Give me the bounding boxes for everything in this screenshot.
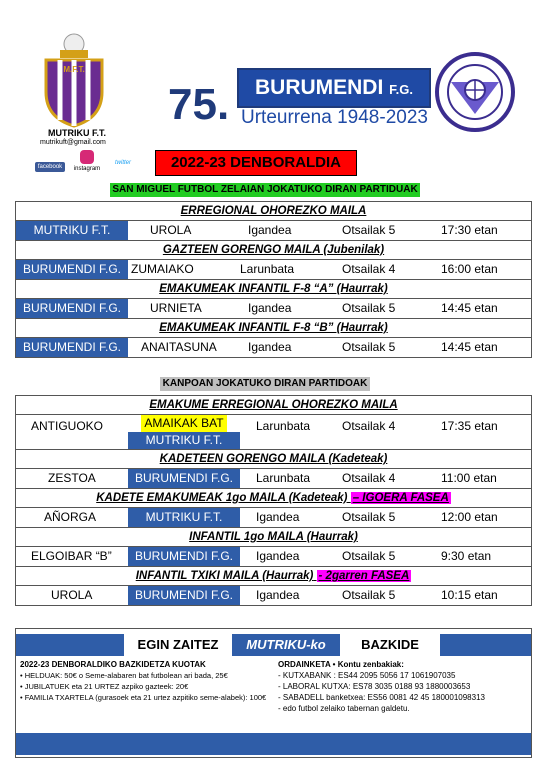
club-name: MUTRIKU F.T. <box>48 128 106 138</box>
home-matches-heading: SAN MIGUEL FUTBOL ZELAIAN JOKATUKO DIRAN PARTIDUAK <box>110 183 420 197</box>
match-date: Otsailak 5 <box>342 223 396 237</box>
instagram-label: instagram <box>73 166 101 172</box>
match-day: Igandea <box>256 549 300 563</box>
quota-item: • HELDUAK: 50€ o Seme-alabaren bat futbolean ari bada, 25€ <box>20 671 228 680</box>
local-team: BURUMENDI F.G. <box>16 299 128 318</box>
match-time: 10:15 etan <box>441 588 498 602</box>
match-date: Otsailak 4 <box>342 419 396 433</box>
category-title <box>16 489 531 508</box>
team-name: BURUMENDI F.G. <box>128 586 240 605</box>
category-title <box>16 567 531 586</box>
facebook-icon[interactable]: facebook <box>35 162 65 172</box>
burumendi-logo <box>435 52 515 132</box>
category-name: INFANTIL TXIKI MAILA (Haurrak) <box>135 570 314 582</box>
match-time: 14:45 etan <box>441 301 498 315</box>
category-title: EMAKUMEAK INFANTIL F-8 “A” (Haurrak) <box>16 280 531 299</box>
match-date: Otsailak 5 <box>342 588 396 602</box>
match-time: 11:00 etan <box>441 471 497 485</box>
away-matches-heading: KANPOAN JOKATUKO DIRAN PARTIDOAK <box>160 377 370 391</box>
local-team: BURUMENDI F.G. <box>16 260 128 279</box>
category-title: ERREGIONAL OHOREZKO MAILA <box>16 202 531 221</box>
phase-badge: - 2garren FASEA <box>318 570 410 582</box>
host-team: ANTIGUOKO <box>31 419 104 433</box>
bank-account: - KUTXABANK : ES44 2095 5056 17 1061907035 <box>278 671 456 680</box>
twitter-icon[interactable]: twitter <box>114 160 131 166</box>
host-team: ZESTOA <box>48 471 96 485</box>
category-title: EMAKUMEAK INFANTIL F-8 “B” (Haurrak) <box>16 319 531 338</box>
quota-item: • JUBILATUEK eta 21 URTEZ azpiko gazteek: 20€ <box>20 682 189 691</box>
match-time: 14:45 etan <box>441 340 498 354</box>
host-team: UROLA <box>51 588 93 602</box>
category-title: GAZTEEN GORENGO MAILA (Jubenilak) <box>16 241 531 260</box>
table-row <box>16 260 531 280</box>
match-time: 17:35 etan <box>441 419 498 433</box>
table-row <box>16 338 531 358</box>
club-email: mutrikuft@gmail.com <box>40 139 106 146</box>
match-date: Otsailak 5 <box>342 340 396 354</box>
team-name: AMAIKAK BAT <box>141 415 227 432</box>
payment-title: ORDAINKETA • Kontu zenbakiak: <box>278 660 404 669</box>
match-day: Larunbata <box>240 262 295 276</box>
instagram-icon[interactable] <box>80 150 94 164</box>
team-name: BURUMENDI F.G. <box>128 469 240 488</box>
payment-note: - edo futbol zelaiko tabernan galdetu. <box>278 704 410 713</box>
match-day: Igandea <box>248 340 292 354</box>
host-team: AÑORGA <box>44 510 97 524</box>
rival-team: ANAITASUNA <box>141 340 217 354</box>
table-row <box>16 508 531 528</box>
mutriku-ft-logo <box>38 32 110 128</box>
brand-box <box>237 68 431 108</box>
local-team: MUTRIKU F.T. <box>16 221 128 240</box>
match-day: Larunbata <box>256 471 311 485</box>
anniversary-number: 75. <box>168 80 230 129</box>
match-date: Otsailak 4 <box>342 471 396 485</box>
brand-suffix: F.G. <box>389 82 413 97</box>
table-row <box>16 469 531 489</box>
match-date: Otsailak 5 <box>342 301 396 315</box>
category-name: KADETE EMAKUMEAK 1go MAILA (Kadeteak) <box>96 492 348 504</box>
footer-band-bottom <box>16 733 531 755</box>
team-name: MUTRIKU F.T. <box>128 508 240 527</box>
rival-team: UROLA <box>150 223 192 237</box>
match-day: Larunbata <box>256 419 311 433</box>
match-day: Igandea <box>256 588 300 602</box>
rival-team: ZUMAIAKO <box>131 262 194 276</box>
phase-badge: – IGOERA FASEA <box>352 492 449 504</box>
club-text: MUTRIKU-ko <box>232 634 340 656</box>
join-text: EGIN ZAITEZ <box>124 634 232 656</box>
away-matches-table <box>15 395 532 606</box>
category-title: EMAKUME ERREGIONAL OHOREZKO MAILA <box>16 396 531 415</box>
match-date: Otsailak 5 <box>342 549 396 563</box>
table-row <box>16 299 531 319</box>
match-day: Igandea <box>256 510 300 524</box>
bank-account: - LABORAL KUTXA: ES78 3035 0188 93 1880003653 <box>278 682 471 691</box>
match-time: 17:30 etan <box>441 223 498 237</box>
social-icons <box>35 150 145 180</box>
svg-text:M.F.T.: M.F.T. <box>63 65 85 74</box>
anniversary-years: Urteurrena 1948-2023 <box>241 107 428 128</box>
table-row <box>16 221 531 241</box>
home-matches-table <box>15 201 532 358</box>
quotas-title: 2022-23 DENBORALDIKO BAZKIDETZA KUOTAK <box>20 660 206 669</box>
table-row <box>16 547 531 567</box>
bank-account: - SABADELL banketxea: ES56 0081 42 45 180001098313 <box>278 693 485 702</box>
table-row <box>16 586 531 606</box>
table-row <box>16 415 531 450</box>
local-team: BURUMENDI F.G. <box>16 338 128 357</box>
match-day: Igandea <box>248 301 292 315</box>
match-time: 12:00 etan <box>441 510 498 524</box>
team-name: BURUMENDI F.G. <box>128 547 240 566</box>
match-date: Otsailak 4 <box>342 262 396 276</box>
category-title: INFANTIL 1go MAILA (Haurrak) <box>16 528 531 547</box>
brand-main: BURUMENDI <box>254 76 384 99</box>
quota-item: • FAMILIA TXARTELA (gurasoek eta 21 urtez azpitiko seme-alabek): 100€ <box>20 693 267 702</box>
match-time: 9:30 etan <box>441 549 492 563</box>
category-title: KADETEEN GORENGO MAILA (Kadeteak) <box>16 450 531 469</box>
quotas-block <box>20 659 275 703</box>
match-day: Igandea <box>248 223 292 237</box>
member-text: BAZKIDE <box>340 634 440 656</box>
team-name-secondary: MUTRIKU F.T. <box>128 432 240 449</box>
membership-box <box>15 628 532 758</box>
host-team: ELGOIBAR “B” <box>31 549 112 563</box>
payment-block <box>278 659 528 714</box>
match-date: Otsailak 5 <box>342 510 396 524</box>
match-time: 16:00 etan <box>441 262 498 276</box>
season-title: 2022-23 DENBORALDIA <box>155 150 357 176</box>
rival-team: URNIETA <box>150 301 202 315</box>
